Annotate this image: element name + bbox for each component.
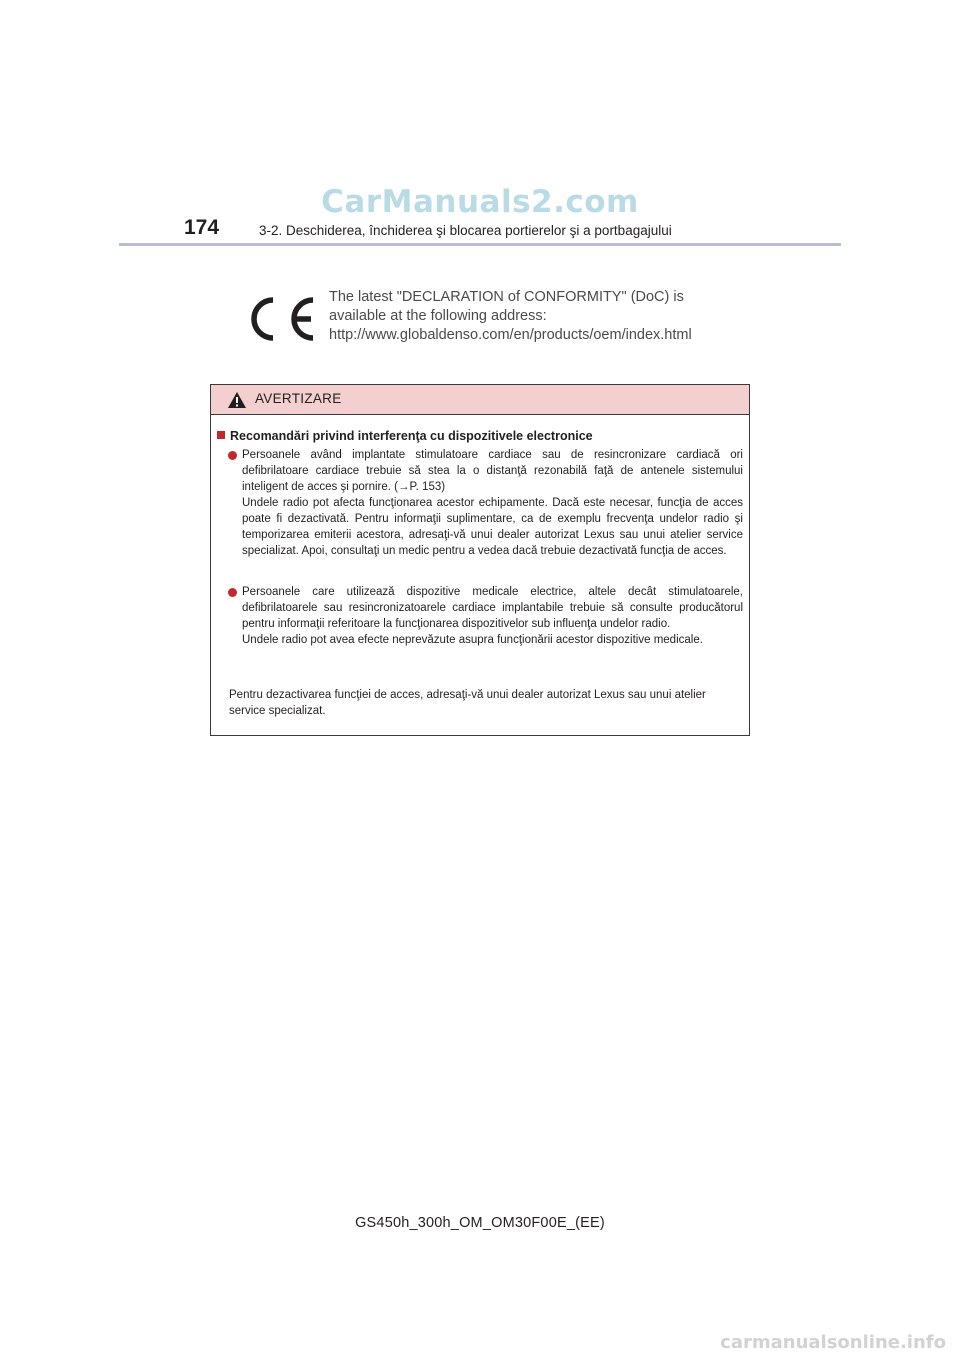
watermark-carmanualsonline: carmanualsonline.info	[720, 1332, 946, 1353]
warning-triangle-icon	[227, 391, 247, 409]
warning-header	[211, 385, 749, 415]
ce-declaration-text	[329, 288, 729, 345]
bullet-2-text: Persoanele care utilizează dispozitive medicale electrice, altele decât stimulatoarele, defibrilatoarele sau resincronizatoarele cardiace implantabile trebuie să consulte producătorul pentru informaţii referitoare la funcţionarea dispozitivelor sub influenţa undelor radio.	[242, 586, 743, 630]
warning-box	[210, 384, 750, 736]
bullet-2	[242, 584, 743, 648]
warning-footer	[229, 687, 743, 719]
bullet-1-continuation: Undele radio pot afecta funcţionarea acestor echipamente. Dacă este necesar, funcţia de acces poate fi dezactivată. Pentru informaţii suplimentare, ca de exemplu frecvenţa undelor radio şi temporizarea emiterii acestora, adresaţi-vă unui dealer autorizat Lexus sau unui atelier service specializat. Apoi, consultaţi un medic pentru a vedea dacă trebuie dezactivată funcţia de acces.	[242, 497, 743, 557]
section-title: 3-2. Deschiderea, închiderea şi blocarea portierelor şi a portbagajului	[259, 223, 672, 238]
ce-declaration	[245, 288, 725, 348]
warning-heading-text: Recomandări privind interferenţa cu dispozitivele electronice	[230, 429, 593, 443]
bullet-1	[242, 447, 743, 559]
warning-heading	[217, 429, 593, 443]
bullet-2-dot-icon	[228, 588, 237, 597]
bullet-2-continuation: Undele radio pot avea efecte neprevăzute asupra funcţionării acestor dispozitive medicale.	[242, 634, 703, 646]
page-number: 174	[184, 216, 220, 239]
warning-footer-text: Pentru dezactivarea funcţiei de acces, adresaţi-vă unui dealer autorizat Lexus sau unui atelier service specializat.	[229, 689, 706, 717]
bullet-1-dot-icon	[228, 451, 237, 460]
ce-line-1: The latest "DECLARATION of CONFORMITY" (DoC) is	[329, 289, 684, 305]
ce-mark-icon	[245, 294, 319, 344]
watermark-carmanuals2: CarManuals2.com	[321, 184, 639, 220]
ce-line-3-url: http://www.globaldenso.com/en/products/oem/index.html	[329, 327, 692, 343]
bullet-1-text: Persoanele având implantate stimulatoare cardiace sau de resincronizare cardiacă ori defibrilatoare cardiace trebuie să stea la o distanţă rezonabilă faţă de antenele sistemului inteligent de acces şi pornire. (→P. 153)	[242, 449, 743, 493]
ce-line-2: available at the following address:	[329, 308, 547, 324]
warning-title: AVERTIZARE	[255, 391, 342, 406]
page-code: GS450h_300h_OM_OM30F00E_(EE)	[355, 1215, 605, 1231]
heading-square-icon	[217, 431, 225, 439]
header-divider	[119, 243, 841, 246]
